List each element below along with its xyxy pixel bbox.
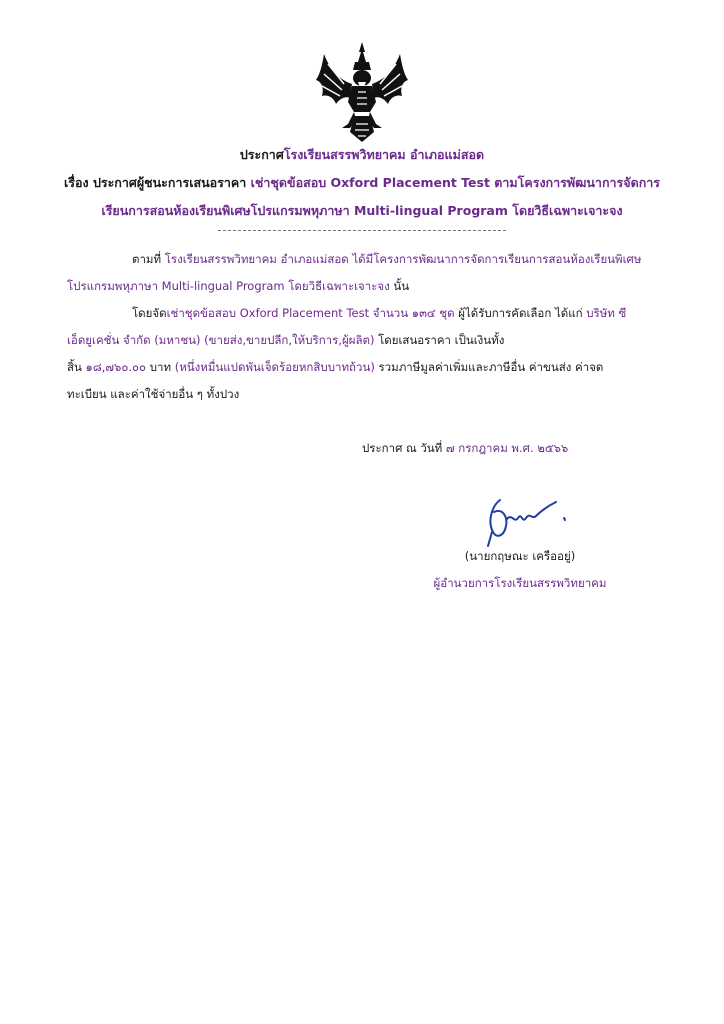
paragraph-1-line-2 xyxy=(67,276,409,296)
subject-highlight: เช่าชุดข้อสอบ Oxford Placement Test ตามโครงการพัฒนาการจัดการ xyxy=(250,175,660,190)
p1-line1-rest: โรงเรียนสรรพวิทยาคม อำเภอแม่สอด ได้มีโครงการพัฒนาการจัดการเรียนการสอนห้องเรียนพิเศษ xyxy=(164,252,642,266)
paragraph-2-line-4 xyxy=(67,384,239,404)
p2-line2-a: เอ็ดยูเคชั่น จำกัด (มหาชน) (ขายส่ง,ขายปลีก,ให้บริการ,ผู้ผลิต) xyxy=(67,333,375,347)
p1-line2-suffix: นั้น xyxy=(389,279,410,293)
handwritten-signature xyxy=(478,490,572,548)
amount-value: ๑๘,๗๖๐.๐๐ xyxy=(85,360,147,374)
p2-line1-a: โดยจัด xyxy=(132,306,167,320)
subject-line-2: เรียนการสอนห้องเรียนพิเศษโปรแกรมพหุภาษา Multi-lingual Program โดยวิธีเฉพาะเจาะจง xyxy=(101,203,623,218)
amount-in-words: (หนึ่งหมื่นแปดพันเจ็ดร้อยหกสิบบาทถ้วน) xyxy=(174,360,375,374)
subject-label: เรื่อง ประกาศผู้ชนะการเสนอราคา xyxy=(64,175,247,190)
p2-line2-b: โดยเสนอราคา เป็นเงินทั้ง xyxy=(374,333,505,347)
p1-line2: โปรแกรมพหุภาษา Multi-lingual Program โดยวิธีเฉพาะเจาะจง xyxy=(67,279,390,293)
announce-date: ๗ กรกฎาคม พ.ศ. ๒๕๖๖ xyxy=(445,441,569,455)
p1-prefix: ตามที่ xyxy=(132,252,165,266)
p2-line3-a: สิ้น xyxy=(67,360,86,374)
p2-line3-c: บาท xyxy=(146,360,175,374)
paragraph-2-line-2 xyxy=(67,330,504,350)
title-prefix: ประกาศ xyxy=(239,147,284,162)
title-school: โรงเรียนสรรพวิทยาคม อำเภอแม่สอด xyxy=(283,147,485,162)
signatory-name: (นายกฤษณะ เครืออยู่) xyxy=(464,549,576,563)
paragraph-2-line-1 xyxy=(132,303,626,323)
paragraph-2-line-3 xyxy=(67,357,603,377)
announcement-date-line xyxy=(362,438,568,458)
subject-line-1 xyxy=(0,173,724,193)
p2-line1-c: ผู้ได้รับการคัดเลือก ได้แก่ xyxy=(454,306,587,320)
p2-line4: ทะเบียน และค่าใช้จ่ายอื่น ๆ ทั้งปวง xyxy=(67,387,240,401)
garuda-emblem-icon xyxy=(314,40,410,144)
p2-line1-b: เช่าชุดข้อสอบ Oxford Placement Test จำนวน ๑๓๔ ชุด xyxy=(166,306,455,320)
signatory-position: ผู้อำนวยการโรงเรียนสรรพวิทยาคม xyxy=(433,576,607,590)
paragraph-1-line-1 xyxy=(132,249,641,269)
announce-prefix: ประกาศ ณ วันที่ xyxy=(362,441,446,455)
announcement-title xyxy=(0,145,724,165)
divider xyxy=(218,230,506,231)
p2-line3-e: รวมภาษีมูลค่าเพิ่มและภาษีอื่น ค่าขนส่ง ค่าจด xyxy=(374,360,604,374)
p2-line1-d: บริษัท ซี xyxy=(586,306,627,320)
